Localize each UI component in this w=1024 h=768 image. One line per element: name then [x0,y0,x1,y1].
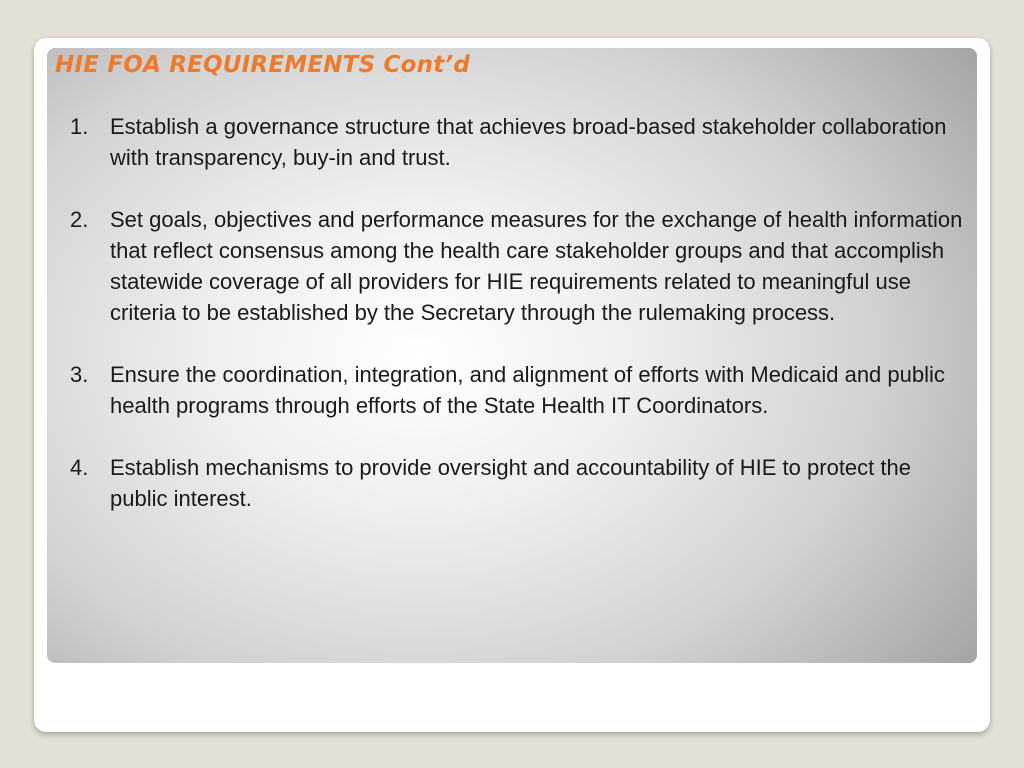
list-item [70,111,965,173]
list-item-text: Establish mechanisms to provide oversight and accountability of HIE to protect the public interest. [110,455,911,511]
list-item-text: Set goals, objectives and performance measures for the exchange of health information that reflect consensus among the health care stakeholder groups and that accomplish statewide coverage of all providers for HIE requirements related to meaningful use criteria to be established by the Secretary through the rulemaking process. [110,207,963,325]
list-item [70,359,965,421]
list-item-number: 3. [70,362,89,387]
list-item [70,204,965,328]
list-item-number: 1. [70,114,89,139]
slide-title: HIE FOA REQUIREMENTS Cont’d [55,52,470,78]
list-item-text: Ensure the coordination, integration, and alignment of efforts with Medicaid and public health programs through efforts of the State Health IT Coordinators. [110,362,945,418]
list-item-number: 4. [70,455,89,480]
requirements-list [70,111,965,545]
list-item-text: Establish a governance structure that achieves broad-based stakeholder collaboration with transparency, buy-in and trust. [110,114,947,170]
list-item-number: 2. [70,207,89,232]
list-item [70,452,965,514]
